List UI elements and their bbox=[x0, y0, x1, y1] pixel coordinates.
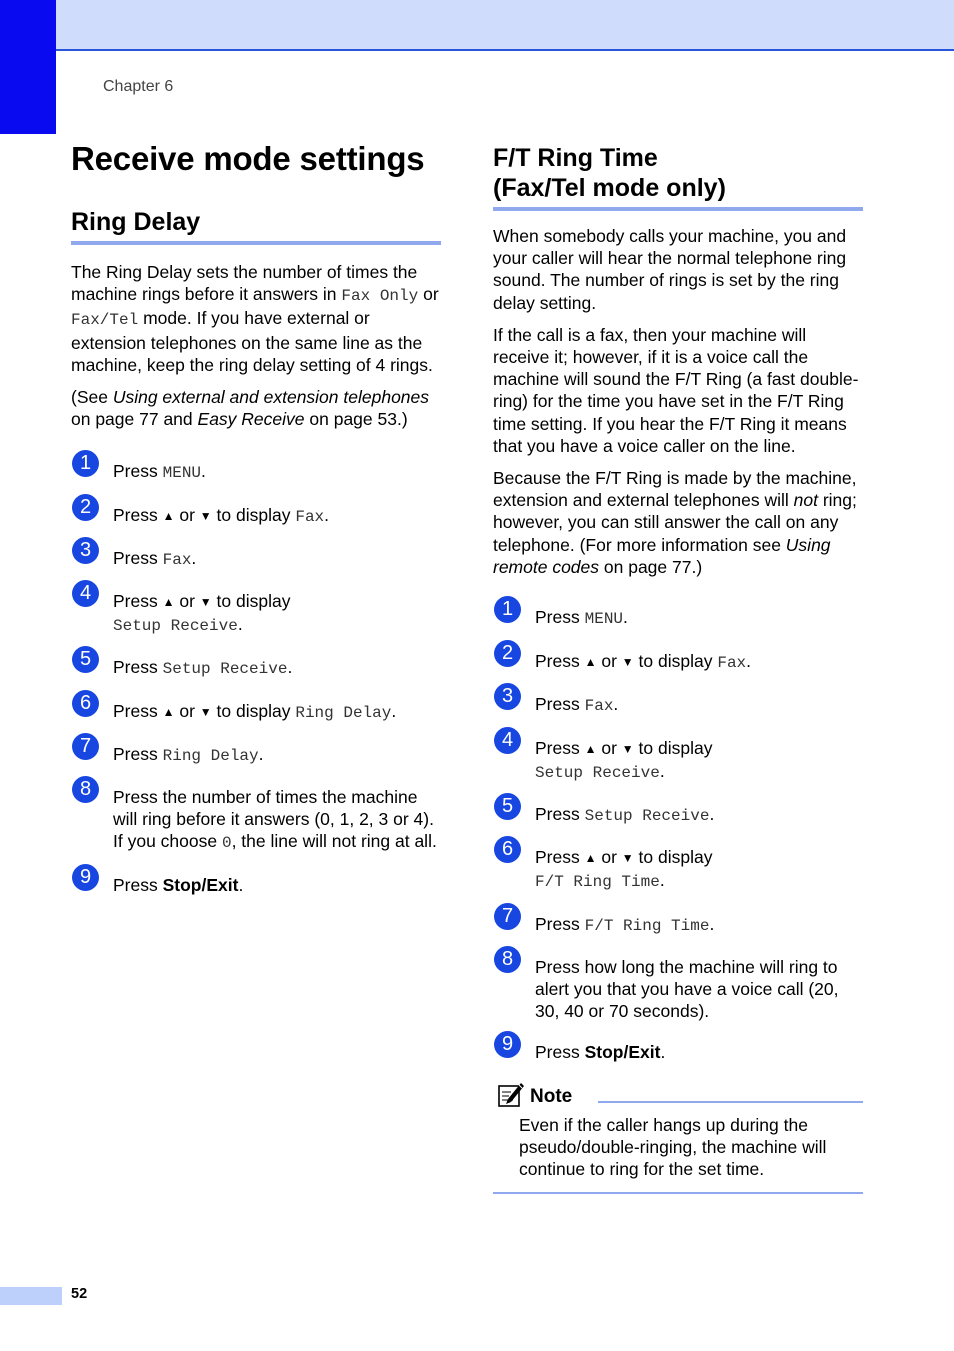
down-arrow-icon: ▼ bbox=[199, 595, 212, 610]
header-band bbox=[0, 0, 954, 51]
step-number: 9 bbox=[72, 864, 99, 891]
page-number: 52 bbox=[71, 1286, 88, 1302]
step-item: 5 Press Setup Receive. bbox=[71, 656, 441, 680]
step-item: 3 Press Fax. bbox=[493, 693, 863, 717]
ring-delay-reference: (See Using external and extension telephones on page 77 and Easy Receive on page 53.) bbox=[71, 387, 430, 430]
left-column bbox=[71, 207, 441, 896]
step-item: 8 Press the number of times the machine will ring before it answers (0, 1, 2, 3 or 4). If you choose 0, the line will not ring at all. bbox=[71, 786, 441, 855]
step-number: 9 bbox=[494, 1031, 521, 1058]
note-title: Note bbox=[530, 1085, 573, 1107]
section-heading-ring-delay: Ring Delay bbox=[71, 207, 441, 245]
step-number: 8 bbox=[72, 776, 99, 803]
step-number: 7 bbox=[72, 733, 99, 760]
down-arrow-icon: ▼ bbox=[621, 655, 634, 670]
step-number: 1 bbox=[494, 596, 521, 623]
note-box bbox=[493, 1080, 863, 1195]
note-body: Even if the caller hangs up during the pseudo/double-ringing, the machine will continue to ring for the set time. bbox=[519, 1114, 827, 1180]
step-number: 6 bbox=[494, 836, 521, 863]
ring-delay-intro: The Ring Delay sets the number of times the machine rings before it answers in Fax Only or Fax/Tel mode. If you have external or extension telephones on the same line as the machine, keep the ring delay setting of 4 rings. bbox=[71, 262, 439, 375]
chapter-label: Chapter 6 bbox=[103, 78, 174, 95]
step-number: 1 bbox=[72, 450, 99, 477]
reference-link: Using remote codes bbox=[493, 534, 831, 577]
ft-ring-time-steps bbox=[493, 598, 863, 1064]
step-item: 7 Press Ring Delay. bbox=[71, 743, 441, 767]
step-item: 9 Press Stop/Exit. bbox=[493, 1041, 863, 1063]
step-number: 5 bbox=[72, 646, 99, 673]
ft-paragraph-1: When somebody calls your machine, you and your caller will hear the normal telephone ring sound. The number of rings is set by the ring delay setting. bbox=[493, 226, 847, 313]
step-item: 3 Press Fax. bbox=[71, 547, 441, 571]
step-number: 4 bbox=[72, 580, 99, 607]
step-number: 3 bbox=[72, 537, 99, 564]
step-item: 1 Press MENU. bbox=[493, 606, 863, 630]
ft-paragraph-2: If the call is a fax, then your machine will receive it; however, if it is a voice call the machine will sound the F/T Ring (a fast double-ring) for the time you have set in the F/T Ring time setting. If you hear the F/T Ring it means that you have a voice caller on the line. bbox=[493, 324, 859, 456]
up-arrow-icon: ▲ bbox=[584, 741, 597, 756]
step-number: 5 bbox=[494, 793, 521, 820]
step-item: 6 Press ▲ or ▼ to display F/T Ring Time. bbox=[493, 846, 863, 893]
step-item: 2 Press ▲ or ▼ to display Fax. bbox=[493, 650, 863, 674]
step-number: 6 bbox=[72, 690, 99, 717]
step-number: 2 bbox=[494, 640, 521, 667]
mode-fax-tel: Fax/Tel bbox=[71, 311, 139, 330]
up-arrow-icon: ▲ bbox=[584, 851, 597, 866]
down-arrow-icon: ▼ bbox=[199, 508, 212, 523]
step-number: 2 bbox=[72, 494, 99, 521]
up-arrow-icon: ▲ bbox=[162, 508, 175, 523]
step-number: 3 bbox=[494, 683, 521, 710]
ft-paragraph-3: Because the F/T Ring is made by the machine, extension and external telephones will not ring; however, you can still answer the call on any telephone. (For more information see Using remote codes on page 77.) bbox=[493, 468, 857, 577]
up-arrow-icon: ▲ bbox=[162, 704, 175, 719]
page-title: Receive mode settings bbox=[71, 140, 425, 177]
step-item: 9 Press Stop/Exit. bbox=[71, 874, 441, 896]
right-column bbox=[493, 143, 863, 1194]
stop-exit-key: Stop/Exit bbox=[584, 1042, 661, 1063]
down-arrow-icon: ▼ bbox=[621, 741, 634, 756]
step-number: 8 bbox=[494, 946, 521, 973]
step-number: 7 bbox=[494, 903, 521, 930]
step-item: 4 Press ▲ or ▼ to display Setup Receive. bbox=[493, 737, 863, 784]
step-item: 8 Press how long the machine will ring to alert you that you have a voice call (20, 30, 40 or 70 seconds). bbox=[493, 956, 863, 1023]
step-item: 5 Press Setup Receive. bbox=[493, 803, 863, 827]
chapter-tab bbox=[0, 0, 56, 134]
ring-delay-steps bbox=[71, 452, 441, 895]
up-arrow-icon: ▲ bbox=[162, 595, 175, 610]
step-item: 1 Press MENU. bbox=[71, 460, 441, 484]
note-header bbox=[493, 1080, 863, 1110]
down-arrow-icon: ▼ bbox=[621, 851, 634, 866]
down-arrow-icon: ▼ bbox=[199, 704, 212, 719]
note-divider bbox=[598, 1101, 863, 1103]
reference-link: Using external and extension telephones bbox=[112, 387, 430, 408]
step-item: 2 Press ▲ or ▼ to display Fax. bbox=[71, 504, 441, 528]
pencil-note-icon bbox=[497, 1080, 525, 1113]
up-arrow-icon: ▲ bbox=[584, 655, 597, 670]
section-heading-ft-ring-time: F/T Ring Time (Fax/Tel mode only) bbox=[493, 143, 863, 211]
stop-exit-key: Stop/Exit bbox=[162, 874, 239, 895]
step-item: 7 Press F/T Ring Time. bbox=[493, 913, 863, 937]
step-item: 4 Press ▲ or ▼ to display Setup Receive. bbox=[71, 590, 441, 637]
reference-link: Easy Receive bbox=[197, 409, 305, 430]
page-tab bbox=[0, 1287, 62, 1305]
step-number: 4 bbox=[494, 727, 521, 754]
step-item: 6 Press ▲ or ▼ to display Ring Delay. bbox=[71, 700, 441, 724]
mode-fax-only: Fax Only bbox=[341, 287, 419, 306]
